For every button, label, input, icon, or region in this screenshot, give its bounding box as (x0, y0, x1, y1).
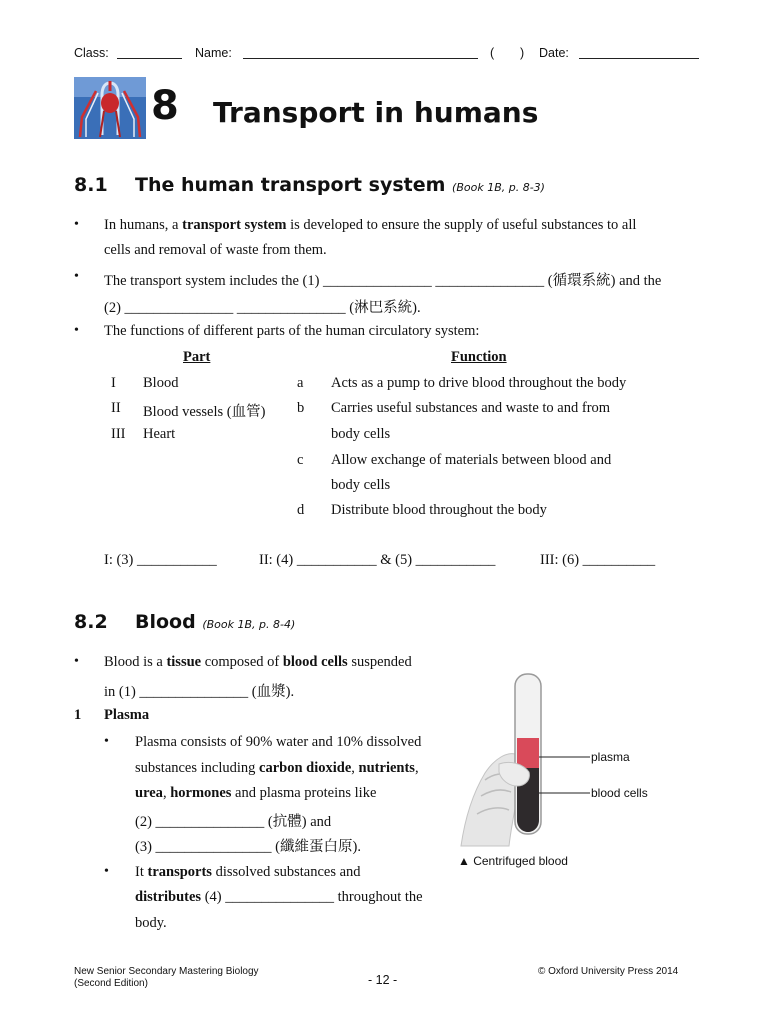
function-text: Distribute blood throughout the body (331, 502, 547, 518)
name-label: Name: (195, 46, 232, 60)
function-text: body cells (331, 426, 391, 442)
function-text: Acts as a pump to drive blood throughout the body (331, 375, 627, 391)
footer-copyright: © Oxford University Press 2014 (538, 966, 679, 977)
bullet-icon: • (74, 323, 79, 338)
transport-line1: It transports dissolved substances and (135, 864, 361, 880)
name-field[interactable] (243, 58, 478, 59)
function-letter: a (297, 375, 304, 391)
section-8-2-title-text: Blood (135, 611, 196, 633)
plasma-line4: (2) _______________ (抗體) and (135, 814, 332, 830)
section-8-1-title-text: The human transport system (135, 174, 446, 196)
part-roman: I (111, 375, 116, 391)
part-name: Heart (143, 426, 176, 442)
footer-book-title: New Senior Secondary Mastering Biology (74, 966, 259, 977)
date-field[interactable] (579, 58, 699, 59)
section-8-1-ref: (Book 1B, p. 8-3) (452, 181, 545, 194)
section-8-1-number: 8.1 (74, 174, 108, 196)
s1-bullet2-line2: (2) _______________ _______________ (淋巴系統). (104, 300, 421, 316)
section-8-2-number: 8.2 (74, 611, 108, 633)
chapter-title: Transport in humans (213, 96, 539, 129)
transport-line2: distributes (4) _______________ throughout the (135, 889, 423, 905)
part-roman: II (111, 400, 121, 416)
bullet-icon: • (74, 654, 79, 669)
part-name: Blood vessels (血管) (143, 404, 266, 420)
answer-part-1: I: (3) ___________ (104, 552, 217, 568)
number-paren-open: ( (490, 46, 495, 60)
s1-bullet2-line1: The transport system includes the (1) _______________ _______________ (循環系統) and the (104, 273, 662, 289)
bullet-icon: • (104, 734, 109, 749)
table-function-header: Function (451, 349, 507, 365)
subsection-number: 1 (74, 707, 82, 723)
function-letter: b (297, 400, 305, 416)
figure-label-blood-cells: blood cells (591, 786, 648, 800)
s2-intro-line2: in (1) _______________ (血漿). (104, 684, 295, 700)
section-8-2-ref: (Book 1B, p. 8-4) (202, 618, 296, 631)
number-paren-close: ) (520, 46, 525, 60)
function-text: Allow exchange of materials between blood and (331, 452, 612, 468)
table-part-header: Part (183, 349, 211, 365)
function-text: Carries useful substances and waste to and from (331, 400, 611, 416)
bullet-icon: • (104, 864, 109, 879)
s2-intro-line1: Blood is a tissue composed of blood cells suspended (104, 654, 412, 670)
bullet-icon: • (74, 269, 79, 284)
section-8-2-title (135, 611, 295, 633)
class-field[interactable] (117, 58, 182, 59)
function-letter: d (297, 502, 305, 518)
subsection-title: Plasma (104, 707, 150, 723)
bullet-icon: • (74, 217, 79, 232)
plasma-line1: Plasma consists of 90% water and 10% dissolved (135, 734, 422, 750)
plasma-line5: (3) ________________ (纖維蛋白原). (135, 839, 361, 855)
part-roman: III (111, 426, 126, 442)
plasma-line3: urea, hormones and plasma proteins like (135, 785, 377, 801)
transport-line3: body. (135, 915, 167, 931)
circulatory-system-image (74, 77, 146, 139)
footer-book-edition: (Second Edition) (74, 978, 148, 989)
answer-part-2: II: (4) ___________ & (5) ___________ (259, 552, 496, 568)
class-label: Class: (74, 46, 109, 60)
plasma-line2: substances including carbon dioxide, nutrients, (135, 760, 419, 776)
function-letter: c (297, 452, 304, 468)
answer-part-3: III: (6) __________ (540, 552, 656, 568)
part-name: Blood (143, 375, 179, 391)
date-label: Date: (539, 46, 569, 60)
s1-bullet1-line2: cells and removal of waste from them. (104, 242, 327, 258)
figure-caption: ▲ Centrifuged blood (458, 854, 568, 868)
figure-label-plasma: plasma (591, 750, 630, 764)
section-8-1-title (135, 174, 545, 196)
page-number: - 12 - (368, 973, 398, 987)
chapter-number: 8 (151, 83, 179, 129)
function-text: body cells (331, 477, 391, 493)
s1-bullet3: The functions of different parts of the human circulatory system: (104, 323, 480, 339)
s1-bullet1-line1: In humans, a transport system is developed to ensure the supply of useful substances to all (104, 217, 637, 233)
centrifuged-blood-image (455, 668, 590, 848)
